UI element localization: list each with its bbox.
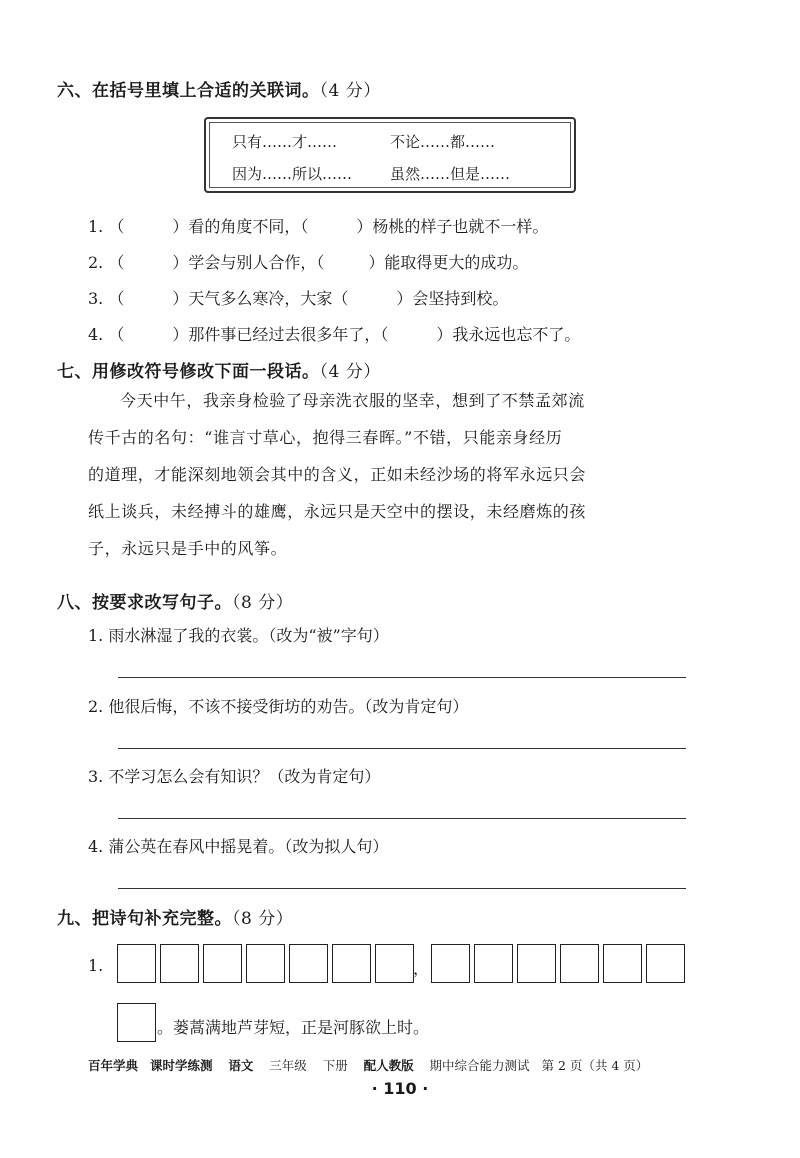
footer-test-name: 期中综合能力测试 [429,1058,530,1073]
poem-char-box[interactable] [560,944,599,983]
item-text: ）那件事已经过去很多年了，（ [172,325,389,344]
footer [88,1056,648,1074]
item-text: ）会坚持到校。 [396,289,509,308]
section6-score: （4 分） [319,81,381,101]
section8-title [57,588,293,613]
footer-series: 课时学练测 [149,1058,213,1073]
item-text: ）学会与别人合作，（ [172,253,325,272]
section9-score: （8 分） [232,909,294,929]
section9-title-text: 九、把诗句补充完整。 [57,909,232,929]
poem-char-box[interactable] [517,944,556,983]
section8-item: 4. 蒲公英在春风中摇晃着。（改为拟人句） [88,837,389,856]
conjunction-word-box [204,117,576,193]
section7-title-text: 七、用修改符号修改下面一段话。 [57,362,320,382]
paragraph-line: 今天中午，我亲身检验了母亲洗衣服的坚幸，想到了不禁孟郊流 [120,391,585,410]
footer-page-info: 第 2 页（共 4 页） [541,1058,649,1073]
footer-grade: 三年级 [269,1058,307,1073]
word-option: 虽然……但是…… [390,165,511,183]
poem-char-box[interactable] [117,1003,156,1042]
word-option: 因为……所以…… [232,165,353,183]
section6-item [88,250,528,273]
item-text: ）天气多么寒冷，大家（ [172,289,349,308]
paragraph-to-edit [88,382,688,567]
poem-char-box[interactable] [203,944,242,983]
section9-title [57,904,293,929]
item-text: ）杨桃的样子也就不一样。 [356,217,549,236]
word-option: 不论……都…… [390,133,496,151]
paragraph-line: 子，永远只是手中的风筝。 [88,539,288,558]
poem-char-box[interactable] [603,944,642,983]
answer-line[interactable] [118,818,686,819]
item-text: ）我永远也忘不了。 [436,325,581,344]
section8-item: 2. 他很后悔，不该不接受街坊的劝告。（改为肯定句） [88,697,469,716]
section7-score: （4 分） [319,362,381,382]
answer-line[interactable] [118,888,686,889]
section9-item-number: 1. [88,956,104,975]
section6-item [88,214,548,237]
poem-char-box[interactable] [646,944,685,983]
item-number: 4. [88,325,104,344]
answer-line[interactable] [118,748,686,749]
poem-char-box[interactable] [375,944,414,983]
bracket-open: （ [108,253,125,272]
poem-char-box[interactable] [117,944,156,983]
bracket-open: （ [108,217,125,236]
comma: ， [413,959,430,978]
poem-boxes-first-half [117,944,418,983]
footer-volume: 下册 [322,1058,348,1073]
item-text: ）看的角度不同，（ [172,217,309,236]
footer-brand: 百年学典 [88,1058,139,1073]
footer-subject: 语文 [228,1058,254,1073]
section8-score: （8 分） [232,593,294,613]
item-number: 2. [88,253,104,272]
section6-item [88,286,508,309]
footer-edition: 配人教版 [363,1058,414,1073]
section6-title-text: 六、在括号里填上合适的关联词。 [57,81,320,101]
poem-char-box[interactable] [332,944,371,983]
bracket-open: （ [108,325,125,344]
poem-char-box[interactable] [246,944,285,983]
paragraph-line: 传千古的名句：“谁言寸草心，抱得三春晖。”不错，只能亲身经历 [88,428,563,447]
section8-item: 1. 雨水淋湿了我的衣裳。（改为“被”字句） [88,626,389,645]
section8-item: 3. 不学习怎么会有知识？（改为肯定句） [88,767,381,786]
section7-title [57,357,381,382]
item-text: ）能取得更大的成功。 [368,253,529,272]
poem-char-box[interactable] [160,944,199,983]
paragraph-line: 纸上谈兵，未经搏斗的雄鹰，永远只是天空中的摆设，未经磨炼的孩 [88,502,587,521]
section6-item [88,322,580,345]
section8-title-text: 八、按要求改写句子。 [57,593,232,613]
bracket-open: （ [108,289,125,308]
poem-boxes-second-half [431,944,689,983]
poem-char-box[interactable] [431,944,470,983]
poem-tail-text: 。蒌蒿满地芦芽短，正是河豚欲上时。 [157,1018,430,1037]
item-number: 1. [88,217,104,236]
answer-line[interactable] [118,677,686,678]
poem-boxes-line2 [117,1003,160,1042]
word-option: 只有……才…… [232,133,338,151]
section6-title [57,76,381,101]
poem-char-box[interactable] [289,944,328,983]
poem-char-box[interactable] [474,944,513,983]
page-number: · 110 · [371,1079,429,1098]
paragraph-line: 的道理，才能深刻地领会其中的含义，正如未经沙场的将军永远只会 [88,465,587,484]
item-number: 3. [88,289,104,308]
